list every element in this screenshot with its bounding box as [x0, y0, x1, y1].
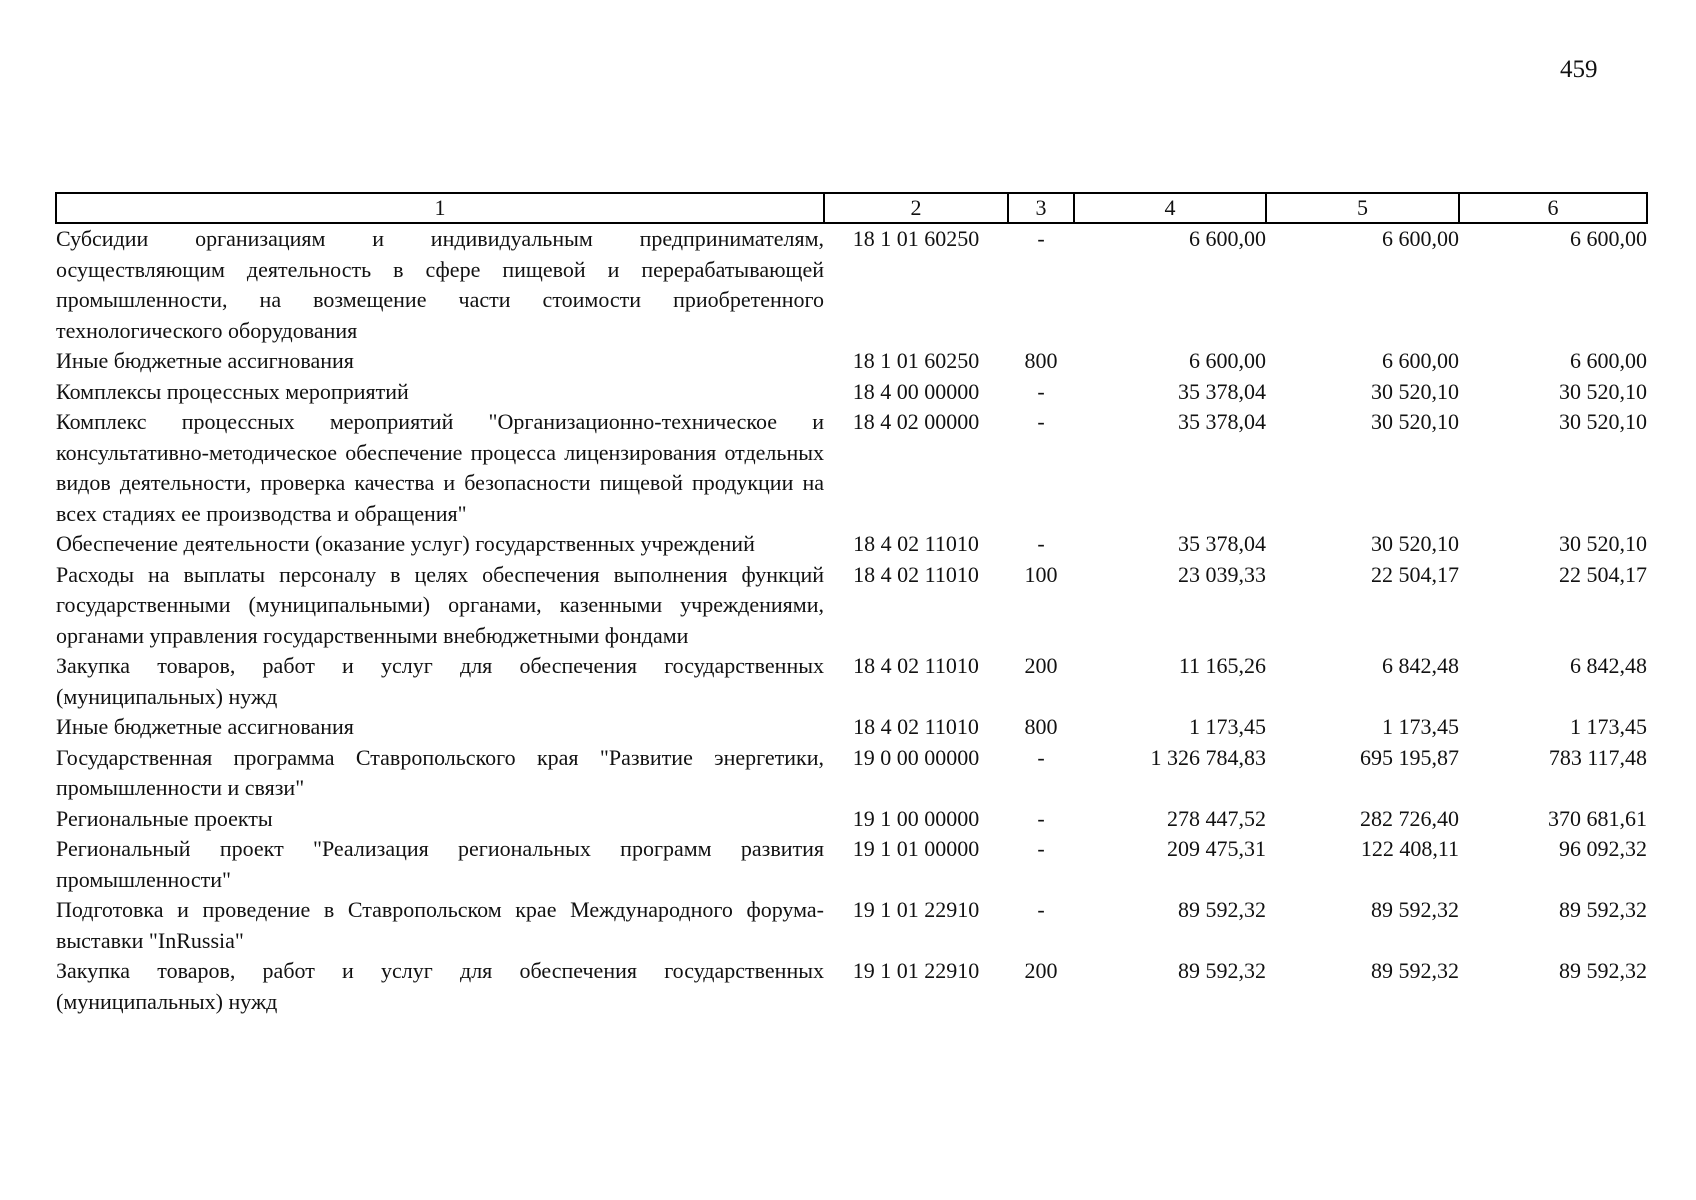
row-code-cell: 19 1 00 00000 [852, 805, 980, 831]
table-row [56, 223, 1647, 346]
row-expense-type-cell: 200 [1024, 653, 1058, 678]
row-amount-col5-cell: 30 520,10 [1371, 378, 1459, 404]
row-code-cell: 18 4 02 11010 [853, 561, 979, 587]
header-cell: 6 [1459, 193, 1647, 223]
row-amount-col6-cell: 30 520,10 [1559, 409, 1647, 434]
table-row [56, 651, 1647, 712]
row-name-cell: Иные бюджетные ассигнования [56, 714, 354, 739]
row-amount-col6-cell: 22 504,17 [1559, 561, 1647, 587]
row-expense-type-cell: - [1037, 744, 1045, 770]
row-amount-col6-cell: 30 520,10 [1559, 378, 1647, 404]
table-row [56, 956, 1647, 1017]
row-amount-col4-cell: 1 326 784,83 [1150, 744, 1266, 770]
row-name-cell: Подготовка и проведение в Ставропольском крае Международного форума-выставки "InRussia" [56, 897, 824, 953]
row-code-cell: 18 1 01 60250 [852, 226, 980, 251]
row-code-cell: 19 1 01 22910 [852, 958, 980, 983]
row-name-cell: Иные бюджетные ассигнования [56, 348, 354, 373]
row-amount-col5-cell: 89 592,32 [1371, 897, 1459, 922]
row-amount-col5-cell: 30 520,10 [1371, 531, 1459, 556]
row-code-cell: 19 0 00 00000 [852, 744, 980, 770]
row-amount-col6-cell: 6 600,00 [1570, 348, 1647, 373]
row-amount-col5-cell: 695 195,87 [1360, 744, 1459, 770]
row-code-cell: 18 1 01 60250 [852, 348, 980, 373]
row-name-cell: Региональные проекты [56, 805, 273, 831]
row-expense-type-cell: - [1037, 805, 1045, 831]
row-name-cell: Расходы на выплаты персоналу в целях обеспечения выполнения функций государственными (муниципальными) органами, казенными учреждениями, органами управления государственными внебюджетными фондами [56, 561, 824, 648]
row-amount-col4-cell: 11 165,26 [1178, 653, 1266, 678]
budget-table [55, 192, 1648, 1017]
row-amount-col5-cell: 89 592,32 [1371, 958, 1459, 983]
row-expense-type-cell: 800 [1024, 714, 1058, 739]
row-amount-col5-cell: 282 726,40 [1360, 805, 1459, 831]
row-amount-col6-cell: 89 592,32 [1559, 958, 1647, 983]
header-cell: 5 [1266, 193, 1459, 223]
row-amount-col4-cell: 35 378,04 [1178, 409, 1266, 434]
row-name-cell: Закупка товаров, работ и услуг для обеспечения государственных (муниципальных) нужд [56, 958, 824, 1014]
row-code-cell: 18 4 02 11010 [853, 653, 979, 678]
row-name-cell: Комплексы процессных мероприятий [56, 378, 409, 404]
table-row [56, 346, 1647, 377]
row-amount-col5-cell: 30 520,10 [1371, 409, 1459, 434]
table-row [56, 560, 1647, 652]
row-name-cell: Субсидии организациям и индивидуальным предпринимателям, осуществляющим деятельность в сфере пищевой и перерабатывающей промышленности, на возмещение части стоимости приобретенного технологического оборудования [56, 226, 824, 343]
row-expense-type-cell: 100 [1024, 561, 1058, 587]
row-expense-type-cell: - [1037, 226, 1045, 251]
row-amount-col4-cell: 209 475,31 [1167, 836, 1266, 861]
row-code-cell: 18 4 02 11010 [853, 714, 979, 739]
row-name-cell: Обеспечение деятельности (оказание услуг) государственных учреждений [56, 531, 755, 556]
row-amount-col6-cell: 30 520,10 [1559, 531, 1647, 556]
header-cell: 2 [824, 193, 1008, 223]
row-expense-type-cell: - [1037, 378, 1045, 404]
row-amount-col4-cell: 23 039,33 [1178, 561, 1266, 587]
row-expense-type-cell: 800 [1024, 348, 1058, 373]
row-amount-col5-cell: 122 408,11 [1360, 836, 1459, 861]
row-code-cell: 19 1 01 00000 [852, 836, 980, 861]
row-code-cell: 19 1 01 22910 [852, 897, 980, 922]
row-name-cell: Закупка товаров, работ и услуг для обеспечения государственных (муниципальных) нужд [56, 653, 824, 709]
row-amount-col4-cell: 6 600,00 [1189, 348, 1266, 373]
row-expense-type-cell: - [1037, 836, 1045, 861]
row-expense-type-cell: - [1037, 531, 1045, 556]
table-row [56, 529, 1647, 560]
row-amount-col6-cell: 783 117,48 [1548, 744, 1647, 770]
row-amount-col6-cell: 96 092,32 [1559, 836, 1647, 861]
table-row [56, 743, 1647, 804]
row-code-cell: 18 4 02 00000 [852, 409, 980, 434]
row-amount-col5-cell: 6 842,48 [1382, 653, 1459, 678]
row-amount-col5-cell: 1 173,45 [1382, 714, 1459, 739]
row-name-cell: Комплекс процессных мероприятий "Организационно-техническое и консультативно-методическое обеспечение процесса лицензирования отдельных видов деятельности, проверка качества и безопасности пищевой продукции на всех стадиях ее производства и обращения" [56, 409, 824, 526]
row-expense-type-cell: - [1037, 897, 1045, 922]
table-body [56, 223, 1647, 1017]
table-row [56, 712, 1647, 743]
header-cell: 1 [56, 193, 824, 223]
row-name-cell: Государственная программа Ставропольского края "Развитие энергетики, промышленности и связи" [56, 744, 824, 800]
row-expense-type-cell: - [1037, 409, 1045, 434]
header-row [56, 193, 1647, 223]
row-code-cell: 18 4 00 00000 [852, 378, 980, 404]
table-row [56, 804, 1647, 835]
table-row [56, 834, 1647, 895]
page-number: 459 [1560, 56, 1598, 83]
row-amount-col6-cell: 89 592,32 [1559, 897, 1647, 922]
table-row [56, 895, 1647, 956]
row-amount-col4-cell: 89 592,32 [1178, 897, 1266, 922]
row-name-cell: Региональный проект "Реализация региональных программ развития промышленности" [56, 836, 824, 892]
row-amount-col4-cell: 35 378,04 [1178, 378, 1266, 404]
row-amount-col4-cell: 35 378,04 [1178, 531, 1266, 556]
row-code-cell: 18 4 02 11010 [853, 531, 979, 556]
header-cell: 4 [1074, 193, 1266, 223]
row-amount-col4-cell: 1 173,45 [1189, 714, 1266, 739]
row-amount-col5-cell: 22 504,17 [1371, 561, 1459, 587]
table-row [56, 407, 1647, 529]
row-amount-col6-cell: 6 842,48 [1570, 653, 1647, 678]
row-amount-col4-cell: 89 592,32 [1178, 958, 1266, 983]
row-amount-col4-cell: 278 447,52 [1167, 805, 1266, 831]
row-amount-col4-cell: 6 600,00 [1189, 226, 1266, 251]
row-expense-type-cell: 200 [1024, 958, 1058, 983]
row-amount-col5-cell: 6 600,00 [1382, 348, 1459, 373]
table-row [56, 377, 1647, 408]
row-amount-col6-cell: 6 600,00 [1570, 226, 1647, 251]
row-amount-col6-cell: 1 173,45 [1570, 714, 1647, 739]
row-amount-col5-cell: 6 600,00 [1382, 226, 1459, 251]
row-amount-col6-cell: 370 681,61 [1548, 805, 1647, 831]
header-cell: 3 [1008, 193, 1074, 223]
